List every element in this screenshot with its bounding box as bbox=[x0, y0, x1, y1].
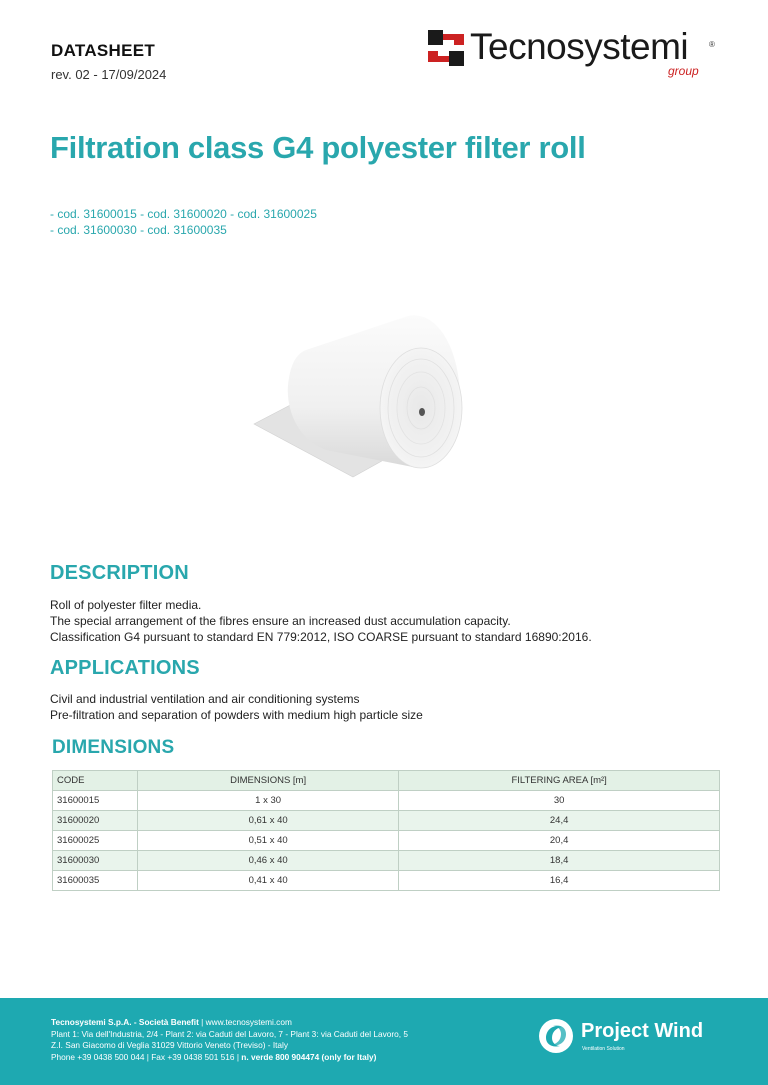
table-row bbox=[53, 791, 720, 811]
tecnosystemi-logo bbox=[428, 28, 728, 84]
cell-code: 31600035 bbox=[53, 871, 138, 891]
project-wind-mark-icon bbox=[538, 1018, 574, 1054]
cell-code: 31600025 bbox=[53, 831, 138, 851]
project-wind-name: Project Wind bbox=[581, 1020, 704, 1042]
footer-address: Z.I. San Giacomo di Veglia 31029 Vittorio Veneto (Treviso) - Italy bbox=[51, 1040, 289, 1050]
product-codes bbox=[50, 206, 317, 238]
applications-body bbox=[50, 691, 423, 723]
footer-separator: | bbox=[146, 1051, 152, 1062]
footer-line-company bbox=[51, 1017, 408, 1029]
doc-type-label: DATASHEET bbox=[51, 41, 156, 60]
cell-filtering-area: 20,4 bbox=[399, 831, 720, 851]
cell-filtering-area: 24,4 bbox=[399, 811, 720, 831]
description-line: Classification G4 pursuant to standard EN 779:2012, ISO COARSE pursuant to standard 16890:2016. bbox=[50, 630, 592, 644]
dimensions-heading: DIMENSIONS bbox=[52, 737, 175, 758]
cell-dimensions: 0,61 x 40 bbox=[138, 811, 399, 831]
table-row bbox=[53, 851, 720, 871]
project-wind-logo bbox=[538, 1018, 728, 1058]
footer-plants: Plant 1: Via dell'Industria, 2/4 - Plant 2: via Caduti del Lavoro, 7 - Plant 3: via Caduti del Lavoro, 5 bbox=[51, 1028, 409, 1039]
column-header-code: CODE bbox=[53, 771, 138, 791]
table-row bbox=[53, 811, 720, 831]
applications-heading: APPLICATIONS bbox=[50, 657, 200, 679]
footer-company-name: Tecnosystemi S.p.A. - Società Benefit bbox=[51, 1017, 199, 1027]
application-line: Pre-filtration and separation of powders with medium high particle size bbox=[50, 708, 423, 722]
footer-website-link[interactable]: www.tecnosystemi.com bbox=[205, 1017, 292, 1027]
product-codes-line: - cod. 31600030 - cod. 31600035 bbox=[50, 223, 227, 237]
brand-name: Tecnosystemi bbox=[470, 26, 689, 67]
brand-registered-mark: ® bbox=[709, 40, 715, 49]
filter-roll-image bbox=[248, 300, 478, 480]
footer-separator: | bbox=[236, 1051, 242, 1062]
footer-toll-free: n. verde 800 904474 (only for Italy) bbox=[241, 1051, 377, 1062]
column-header-dimensions: DIMENSIONS [m] bbox=[138, 771, 399, 791]
page-title: Filtration class G4 polyester filter roll bbox=[50, 130, 586, 165]
application-line: Civil and industrial ventilation and air conditioning systems bbox=[50, 692, 360, 706]
revision-label: rev. 02 - 17/09/2024 bbox=[51, 67, 167, 82]
footer-phone: Phone +39 0438 500 044 bbox=[51, 1051, 145, 1062]
description-body bbox=[50, 597, 592, 645]
footer-contact-block bbox=[51, 1017, 408, 1063]
cell-dimensions: 0,41 x 40 bbox=[138, 871, 399, 891]
table-row bbox=[53, 871, 720, 891]
cell-dimensions: 1 x 30 bbox=[138, 791, 399, 811]
footer-fax: Fax +39 0438 501 516 bbox=[151, 1051, 235, 1062]
project-wind-tagline: Ventilation Solution bbox=[582, 1046, 625, 1052]
table-header-row bbox=[53, 771, 720, 791]
cell-code: 31600020 bbox=[53, 811, 138, 831]
dimensions-table bbox=[52, 770, 720, 891]
description-heading: DESCRIPTION bbox=[50, 562, 189, 584]
tecnosystemi-mark-icon bbox=[428, 30, 464, 66]
table-row bbox=[53, 831, 720, 851]
description-line: The special arrangement of the fibres ensure an increased dust accumulation capacity. bbox=[50, 614, 511, 628]
cell-dimensions: 0,46 x 40 bbox=[138, 851, 399, 871]
cell-dimensions: 0,51 x 40 bbox=[138, 831, 399, 851]
page-footer bbox=[0, 998, 768, 1085]
footer-line-phone bbox=[51, 1052, 408, 1064]
product-codes-line: - cod. 31600015 - cod. 31600020 - cod. 31600025 bbox=[50, 207, 317, 221]
column-header-filtering-area: FILTERING AREA [m²] bbox=[399, 771, 720, 791]
cell-filtering-area: 16,4 bbox=[399, 871, 720, 891]
brand-group-label: group bbox=[668, 64, 699, 78]
cell-filtering-area: 18,4 bbox=[399, 851, 720, 871]
footer-separator: | bbox=[201, 1017, 206, 1027]
cell-code: 31600015 bbox=[53, 791, 138, 811]
cell-filtering-area: 30 bbox=[399, 791, 720, 811]
cell-code: 31600030 bbox=[53, 851, 138, 871]
description-line: Roll of polyester filter media. bbox=[50, 598, 202, 612]
datasheet-header bbox=[51, 41, 166, 82]
